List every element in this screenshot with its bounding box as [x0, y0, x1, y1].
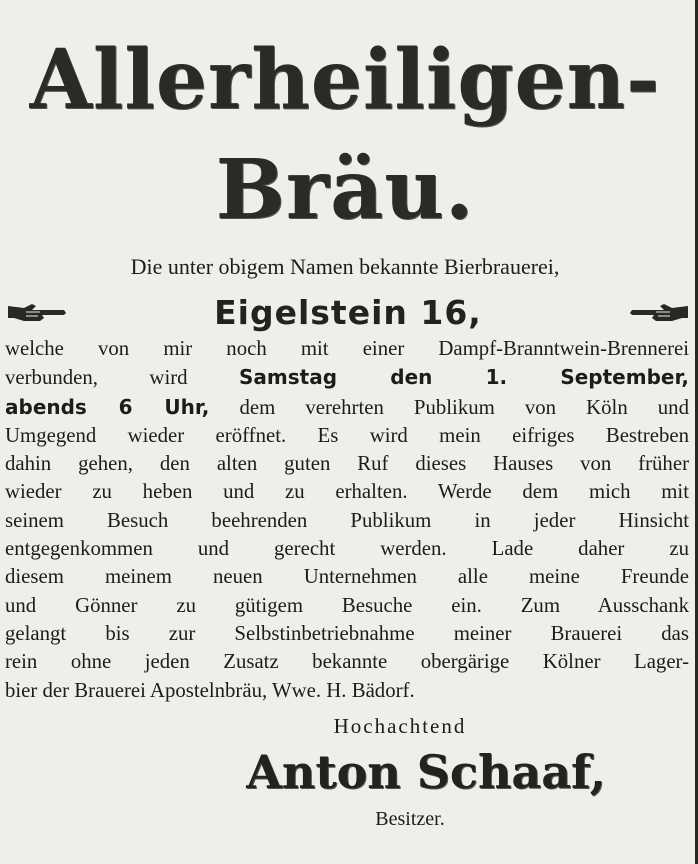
- body-line-12: rein ohne jeden Zusatz bekannte obergärige Kölner Lager-: [5, 650, 689, 674]
- opening-time: abends 6 Uhr,: [5, 394, 210, 419]
- body-line-9: diesem meinem neuen Unternehmen alle meine Freunde: [5, 565, 689, 589]
- body-line-5: dahin gehen, den alten guten Ruf dieses Hauses von früher: [5, 452, 689, 476]
- body-line-10: und Gönner zu gütigem Besuche ein. Zum Ausschank: [5, 593, 689, 617]
- body-line-8: entgegenkommen und gerecht werden. Lade daher zu: [5, 537, 689, 561]
- opening-date: Samstag den 1. September,: [239, 365, 689, 390]
- pointing-hand-right-icon: [6, 300, 68, 324]
- body-line-3: abends 6 Uhr, dem verehrten Publikum von Köln und: [5, 394, 689, 419]
- closing-greeting: Hochachtend: [333, 714, 467, 738]
- headline-title-line-2: Bräu.: [215, 142, 475, 238]
- headline-title-line-1: Allerheiligen-: [29, 32, 661, 128]
- body-line-11: gelangt bis zur Selbstinbetriebnahme meiner Brauerei das: [5, 621, 689, 645]
- body-text: [5, 335, 689, 705]
- address-text: Eigelstein 16,: [214, 292, 482, 332]
- body-line-1: welche von mir noch mit einer Dampf-Branntwein-Brennerei: [5, 337, 689, 360]
- pointing-hand-left-icon: [628, 300, 690, 324]
- body-line-13: bier der Brauerei Apostelnbräu, Wwe. H. Bädorf.: [5, 678, 415, 702]
- address-line: [6, 292, 690, 332]
- signature-role: Besitzer.: [375, 808, 445, 830]
- body-line-7: seinem Besuch beehrenden Publikum in jeder Hinsicht: [5, 508, 689, 532]
- body-line-6: wieder zu heben und zu erhalten. Werde dem mich mit: [5, 480, 689, 504]
- body-line-4: Umgegend wieder eröffnet. Es wird mein eifriges Bestreben: [5, 423, 689, 447]
- intro-text: Die unter obigem Namen bekannte Bierbrauerei,: [130, 254, 560, 279]
- body-line-2: verbunden, wird Samstag den 1. September,: [5, 365, 689, 390]
- signature-name: Anton Schaaf,: [246, 745, 606, 799]
